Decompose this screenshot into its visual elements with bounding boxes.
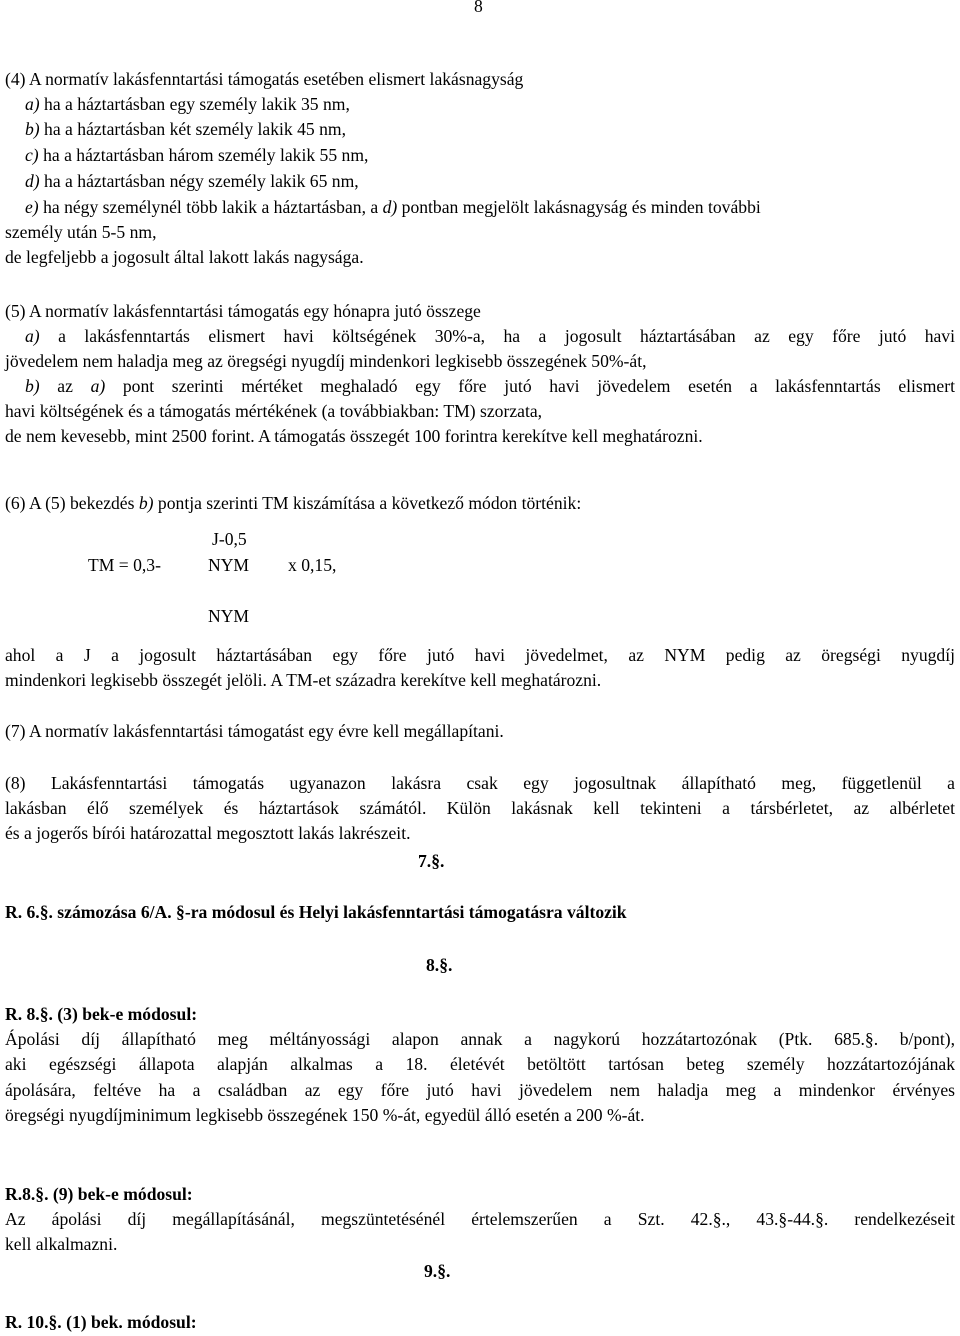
r8-9-line2: kell alkalmazni. — [5, 1234, 118, 1254]
s5-b-cont: havi költségének és a támogatás mértékének (a továbbiakban: TM) szorzata, — [5, 401, 543, 421]
section-heading-8: 8.§. — [426, 955, 453, 975]
s8-line2: lakásban élő személyek és háztartások számától. Külön lakásnak kell tekinteni a társbérletet, az albérletet — [5, 798, 955, 818]
s4-e-text1: ha négy személynél több lakik a háztartásban, a — [38, 197, 383, 217]
s5-a-cont: jövedelem nem haladja meg az öregségi nyugdíj mindenkori legkisebb összegének 50%-át, — [5, 351, 647, 371]
s5-b-mark: b) — [25, 376, 40, 396]
s4-item-d — [25, 169, 359, 193]
s5-a-text: a lakásfenntartás elismert havi költségének 30%-a, ha a jogosult háztartásában az egy főre jutó havi — [39, 326, 955, 346]
s6-intro — [5, 491, 581, 515]
s4-e-text2: pontban megjelölt lakásnagyság és minden további — [397, 197, 761, 217]
s6-explain-line2: mindenkori legkisebb összegét jelöli. A TM-et századra kerekítve kell meghatározni. — [5, 670, 602, 690]
r8-9-line1: Az ápolási díj megállapításánál, megszüntetésénél értelemszerűen a Szt. 42.§., 43.§-44.§. rendelkezéseit — [5, 1209, 955, 1229]
s4-c-mark: c) — [25, 145, 39, 165]
page-number: 8 — [474, 0, 483, 16]
r8-3-heading: R. 8.§. (3) bek-e módosul: — [5, 1004, 198, 1024]
r6-amendment: R. 6.§. számozása 6/A. §-ra módosul és Helyi lakásfenntartási támogatásra változik — [5, 902, 627, 922]
formula-numerator: J-0,5 — [212, 529, 247, 549]
s6-intro-ref: b) — [138, 493, 154, 513]
s4-item-c — [25, 143, 368, 167]
s4-d-mark: d) — [25, 171, 40, 191]
s4-e-cont: személy után 5-5 nm, — [5, 222, 157, 242]
r8-9-heading: R.8.§. (9) bek-e módosul: — [5, 1184, 193, 1204]
formula-mid: NYM — [208, 555, 250, 575]
formula-factor: x 0,15, — [288, 555, 337, 575]
s5-a-mark: a) — [25, 326, 40, 346]
s5-intro: (5) A normatív lakásfenntartási támogatás egy hónapra jutó összege — [5, 301, 481, 321]
formula-denominator: NYM — [208, 606, 250, 626]
s4-d-text: ha a háztartásban négy személy lakik 65 nm, — [39, 171, 359, 191]
s6-explain-line1: ahol a J a jogosult háztartásában egy főre jutó havi jövedelmet, az NYM pedig az öregségi nyugdíj — [5, 645, 955, 665]
s4-e-mark: e) — [25, 197, 39, 217]
s4-intro: (4) A normatív lakásfenntartási támogatás esetében elismert lakásnagyság — [5, 69, 524, 89]
section-heading-9: 9.§. — [424, 1261, 451, 1281]
s4-b-mark: b) — [25, 119, 40, 139]
s5-item-a — [25, 324, 955, 348]
s7-paragraph: (7) A normatív lakásfenntartási támogatást egy évre kell megállapítani. — [5, 721, 504, 741]
s4-c-text: ha a háztartásban három személy lakik 55 nm, — [38, 145, 369, 165]
s5-closing: de nem kevesebb, mint 2500 forint. A támogatás összegét 100 forintra kerekítve kell meghatározni. — [5, 426, 703, 446]
section-heading-7: 7.§. — [418, 851, 445, 871]
r8-3-line4: öregségi nyugdíjminimum legkisebb összegének 150 %-át, egyedül álló esetén a 200 %-át. — [5, 1105, 645, 1125]
s5-b-text1: az — [39, 376, 91, 396]
r10-heading: R. 10.§. (1) bek. módosul: — [5, 1312, 197, 1332]
formula-lhs: TM = 0,3- — [88, 555, 161, 575]
s5-b-ref: a) — [90, 376, 106, 396]
r8-3-line3: ápolására, feltéve ha a családban az egy főre jutó havi jövedelem nem haladja meg a mindenkor érvényes — [5, 1080, 955, 1100]
s8-line3: és a jogerős bírói határozattal megosztott lakás lakrészeit. — [5, 823, 411, 843]
s6-intro-text1: (6) A (5) bekezdés — [5, 493, 139, 513]
r8-3-line2: aki egészségi állapota alapján alkalmas a 18. életévét betöltött tartósan beteg személy hozzátartozójának — [5, 1054, 955, 1074]
r8-3-line1: Ápolási díj állapítható meg méltányossági alapon annak a nagykorú hozzátartozónak (Ptk. 685.§. b/pont), — [5, 1029, 955, 1049]
s5-b-text2: pont szerinti mértéket meghaladó egy főre jutó havi jövedelem esetén a lakásfenntartás elismert — [105, 376, 955, 396]
s4-b-text: ha a háztartásban két személy lakik 45 nm, — [39, 119, 346, 139]
s4-a-text: ha a háztartásban egy személy lakik 35 nm, — [39, 94, 350, 114]
s4-item-b — [25, 117, 346, 141]
s8-line1: (8) Lakásfenntartási támogatás ugyanazon lakásra csak egy jogosultnak állapítható meg, függetlenül a — [5, 773, 955, 793]
s5-item-b — [25, 374, 955, 398]
s6-intro-text2: pontja szerinti TM kiszámítása a következő módon történik: — [153, 493, 582, 513]
s4-a-mark: a) — [25, 94, 40, 114]
s4-item-e — [25, 195, 761, 219]
s4-e-ref: d) — [382, 197, 398, 217]
s4-item-a — [25, 92, 350, 116]
s4-closing: de legfeljebb a jogosult által lakott lakás nagysága. — [5, 247, 364, 267]
